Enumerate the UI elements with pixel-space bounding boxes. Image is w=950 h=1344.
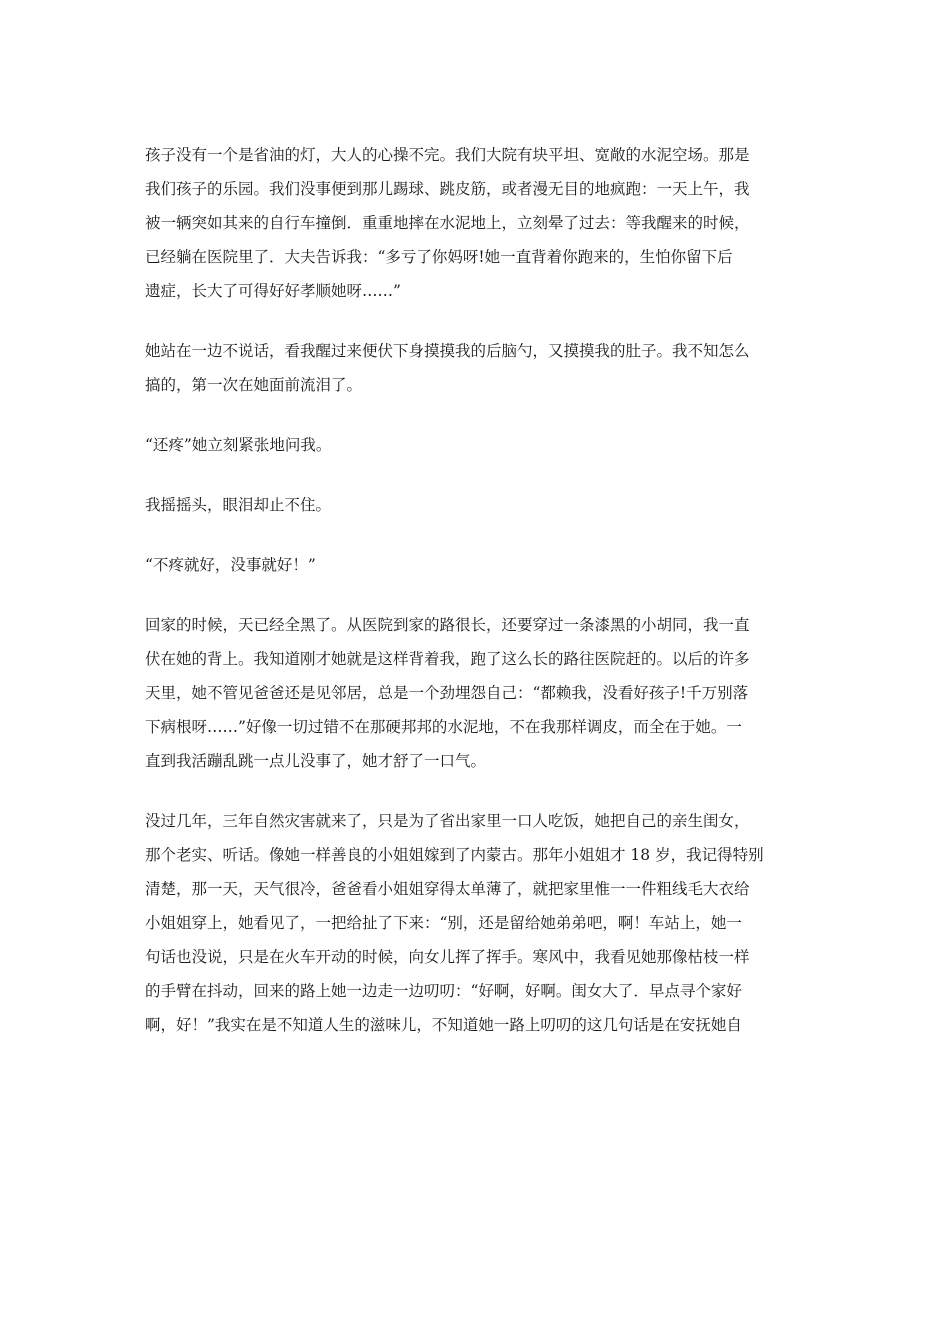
text-line: 没过几年，三年自然灾害就来了，只是为了省出家里一口人吃饭，她把自己的亲生闺女， bbox=[145, 812, 750, 830]
text-line: 直到我活蹦乱跳一点儿没事了，她才舒了一口气。 bbox=[145, 752, 487, 770]
text-line: 小姐姐穿上，她看见了，一把给扯了下来：“别，还是留给她弟弟吧，啊！车站上，她一 bbox=[145, 914, 742, 932]
text-line: 那个老实、听话。像她一样善良的小姐姐嫁到了内蒙古。那年小姐姐才 18 岁，我记得特别 bbox=[145, 846, 764, 864]
document-body bbox=[145, 138, 813, 1068]
text-line: 句话也没说，只是在火车开动的时候，向女儿挥了挥手。寒风中，我看见她那像枯枝一样 bbox=[145, 948, 750, 966]
text-line: 她站在一边不说话，看我醒过来便伏下身摸摸我的后脑勺，又摸摸我的肚子。我不知怎么 bbox=[145, 342, 750, 360]
text-line: 孩子没有一个是省油的灯，大人的心操不完。我们大院有块平坦、宽敞的水泥空场。那是 bbox=[145, 146, 750, 164]
text-line: 我摇摇头，眼泪却止不住。 bbox=[145, 496, 332, 514]
text-line: 回家的时候，天已经全黑了。从医院到家的路很长，还要穿过一条漆黑的小胡同，我一直 bbox=[145, 616, 750, 634]
paragraph bbox=[145, 428, 813, 462]
text-line: 遗症，长大了可得好好孝顺她呀……” bbox=[145, 282, 401, 300]
text-line: 我们孩子的乐园。我们没事便到那儿踢球、跳皮筋，或者漫无目的地疯跑：一天上午，我 bbox=[145, 180, 750, 198]
text-line: 已经躺在医院里了．大夫告诉我：“多亏了你妈呀!她一直背着你跑来的，生怕你留下后 bbox=[145, 248, 733, 266]
text-line: 搞的，第一次在她面前流泪了。 bbox=[145, 376, 363, 394]
text-line: 天里，她不管见爸爸还是见邻居，总是一个劲埋怨自己：“都赖我，没看好孩子!千万别落 bbox=[145, 684, 749, 702]
text-line: 伏在她的背上。我知道刚才她就是这样背着我，跑了这么长的路往医院赶的。以后的许多 bbox=[145, 650, 750, 668]
paragraph bbox=[145, 608, 813, 778]
text-line: “还疼”她立刻紧张地问我。 bbox=[145, 436, 332, 454]
paragraph bbox=[145, 488, 813, 522]
paragraph bbox=[145, 334, 813, 402]
text-line: 下病根呀……”好像一切过错不在那硬邦邦的水泥地，不在我那样调皮，而全在于她。一 bbox=[145, 718, 742, 736]
text-line: 清楚，那一天，天气很冷，爸爸看小姐姐穿得太单薄了，就把家里惟一一件粗线毛大衣给 bbox=[145, 880, 750, 898]
paragraph bbox=[145, 138, 813, 308]
text-line: “不疼就好，没事就好！” bbox=[145, 556, 316, 574]
text-line: 啊，好！”我实在是不知道人生的滋味儿，不知道她一路上叨叨的这几句话是在安抚她自 bbox=[145, 1016, 742, 1034]
paragraph bbox=[145, 548, 813, 582]
paragraph bbox=[145, 804, 813, 1042]
text-line: 的手臂在抖动，回来的路上她一边走一边叨叨：“好啊，好啊。闺女大了．早点寻个家好 bbox=[145, 982, 742, 1000]
text-line: 被一辆突如其来的自行车撞倒．重重地摔在水泥地上，立刻晕了过去：等我醒来的时候， bbox=[145, 214, 750, 232]
